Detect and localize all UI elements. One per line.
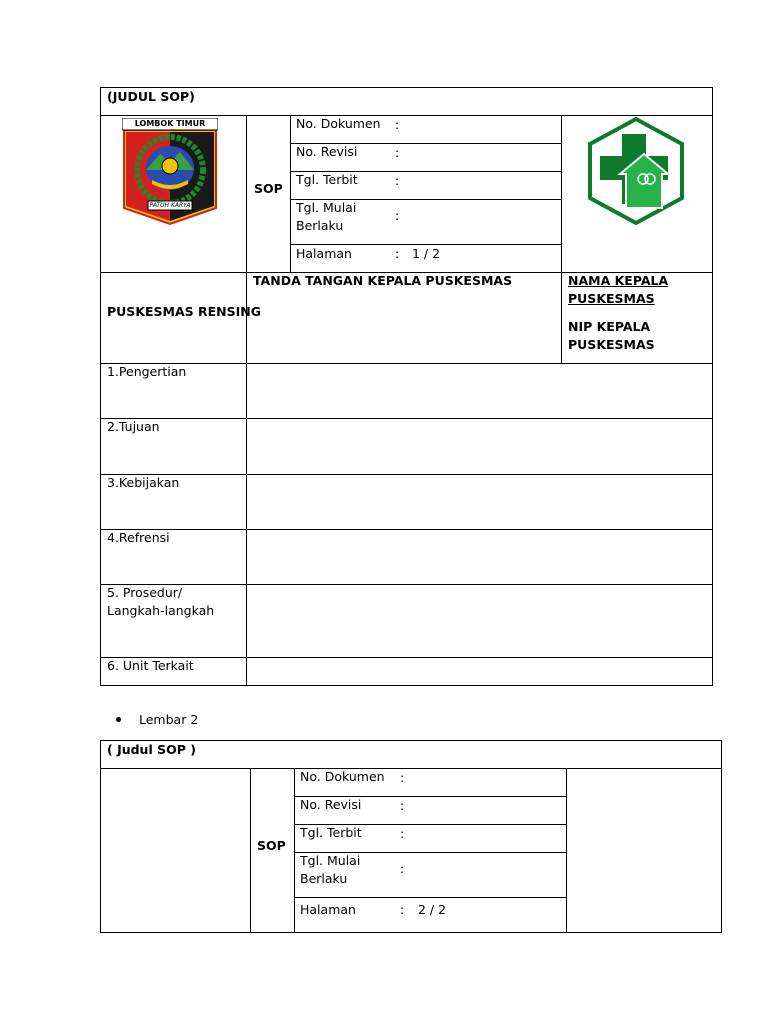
meta-colon: : [400, 798, 405, 813]
meta-label-no-dokumen: No. Dokumen [296, 116, 381, 131]
section-kebijakan: 3.Kebijakan [107, 475, 180, 490]
meta-colon: : [400, 770, 405, 785]
puskesmas-logo-icon [586, 116, 686, 226]
meta-colon: : [400, 826, 405, 841]
sop-title: (JUDUL SOP) [107, 89, 195, 104]
section-tujuan: 2.Tujuan [107, 419, 160, 434]
meta-colon: : [395, 208, 400, 223]
meta-label-tgl-mulai: Tgl. Mulai Berlaku [300, 853, 361, 886]
bullet-icon [116, 717, 121, 722]
meta-colon: : [395, 173, 400, 188]
meta-colon: : [395, 246, 400, 261]
meta-colon: : [400, 902, 405, 917]
meta-label-halaman: Halaman [296, 246, 352, 261]
emblem-banner-text: LOMBOK TIMUR [134, 119, 206, 128]
emblem-motto-text: PATUH KARYA [149, 202, 191, 209]
section-pengertian: 1.Pengertian [107, 364, 187, 379]
meta-label-no-dokumen: No. Dokumen [300, 769, 385, 784]
lombok-timur-emblem-icon [122, 118, 218, 226]
meta-colon: : [395, 117, 400, 132]
meta-label-no-revisi: No. Revisi [296, 144, 358, 159]
head-nip: NIP KEPALA PUSKESMAS [568, 319, 655, 352]
meta-label-no-revisi: No. Revisi [300, 797, 362, 812]
meta-label-tgl-terbit: Tgl. Terbit [296, 172, 358, 187]
meta-colon: : [395, 145, 400, 160]
section-unit-terkait: 6. Unit Terkait [107, 658, 194, 673]
meta-value-halaman: 1 / 2 [412, 246, 441, 261]
signature-label: TANDA TANGAN KEPALA PUSKESMAS [253, 273, 513, 288]
meta-label-tgl-mulai: Tgl. Mulai Berlaku [296, 200, 357, 233]
meta-value-halaman: 2 / 2 [418, 902, 447, 917]
head-name: NAMA KEPALA PUSKESMAS [568, 273, 669, 306]
bullet-text: Lembar 2 [139, 712, 199, 727]
meta-label-tgl-terbit: Tgl. Terbit [300, 825, 362, 840]
sop-label: SOP [254, 181, 283, 196]
meta-label-halaman: Halaman [300, 902, 356, 917]
sop-label-page-2: SOP [257, 838, 286, 853]
meta-colon: : [400, 861, 405, 876]
puskesmas-name: PUSKESMAS RENSING [107, 304, 262, 319]
sop-title-page-2: ( Judul SOP ) [107, 742, 196, 757]
section-refrensi: 4.Refrensi [107, 530, 170, 545]
section-prosedur: 5. Prosedur/ Langkah-langkah [107, 585, 215, 618]
